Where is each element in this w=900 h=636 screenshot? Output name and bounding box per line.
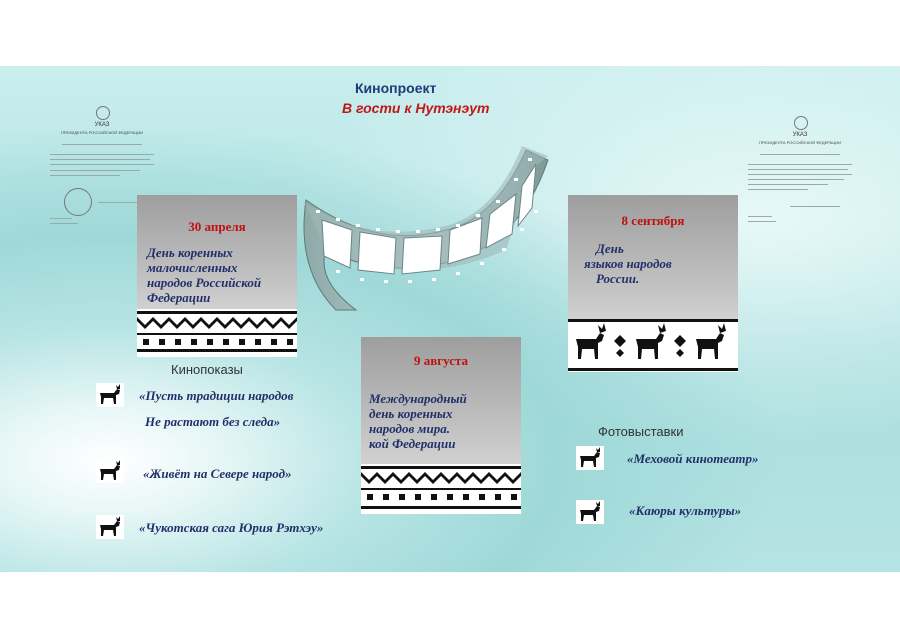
screening-item: Не растают без следа» [145,414,281,429]
decree-subheading: ПРЕЗИДЕНТА РОССИЙСКОЙ ФЕДЕРАЦИИ [60,130,144,135]
reindeer-icon [576,446,604,470]
reindeer-icon [96,515,124,539]
decree-heading: УКАЗ [792,132,808,138]
decree-document-right [740,116,860,246]
reindeer-icon [576,500,604,524]
stamp-icon [64,188,92,216]
coat-of-arms-icon [794,116,808,130]
slide [0,66,900,572]
screenings-label: Кинопоказы [171,362,243,377]
screening-item: «Пусть традиции народов [139,388,294,403]
event-card-august [361,337,521,514]
event-date: 9 августа [413,353,469,368]
exhibitions-label: Фотовыставки [598,424,684,439]
ornament-band [361,464,521,514]
decree-subheading: ПРЕЗИДЕНТА РОССИЙСКОЙ ФЕДЕРАЦИИ [758,140,842,145]
page-subtitle: В гости к Нутэнэут [342,100,490,116]
screening-item: «Живёт на Севере народ» [143,466,292,481]
reindeer-ornament-band [568,319,738,372]
coat-of-arms-icon [96,106,110,120]
reindeer-icon [96,383,124,407]
screening-item: «Чукотская сага Юрия Рэтхэу» [139,520,324,535]
event-description: День языков народов России. [584,241,672,286]
event-card-september [568,195,738,372]
event-description: День коренных малочисленных народов Российской Федерации [147,245,262,305]
film-strip-icon [296,130,566,314]
exhibition-item: «Каюры культуры» [629,503,742,518]
reindeer-icon [96,459,124,483]
ornament-band [137,309,297,357]
event-date: 30 апреля [188,219,246,234]
event-card-april [137,195,297,357]
event-description: Международный день коренных народов мира. кой Федерации [369,391,467,451]
page-title: Кинопроект [355,80,437,96]
event-date: 8 сентября [621,213,685,228]
exhibition-item: «Меховой кинотеатр» [627,451,759,466]
decree-heading: УКАЗ [94,122,110,128]
